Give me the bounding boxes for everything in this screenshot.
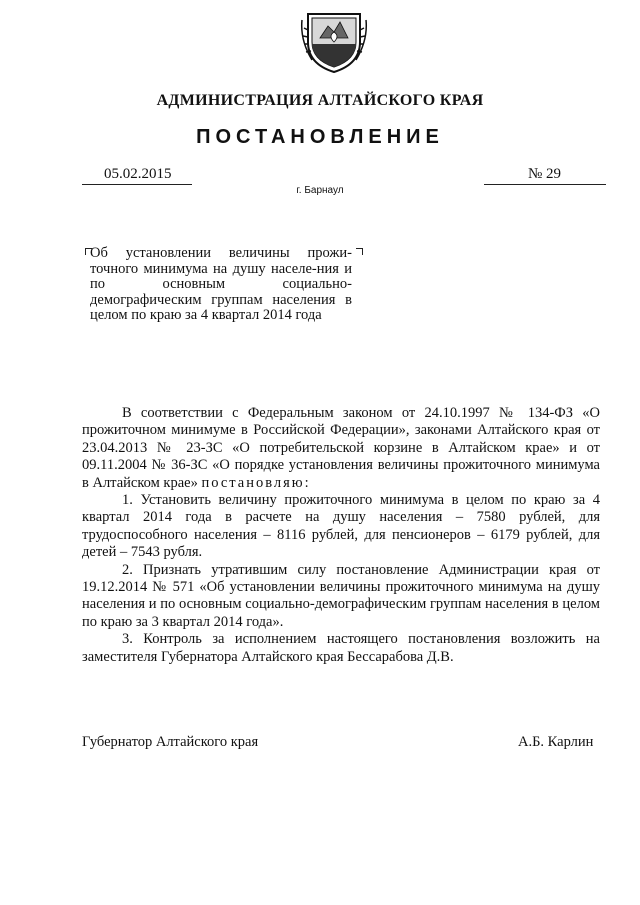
coat-of-arms-emblem <box>300 8 368 76</box>
issue-city: г. Барнаул <box>296 185 344 196</box>
subject-bracket-right <box>356 248 363 255</box>
signer-name: А.Б. Карлин <box>518 734 594 750</box>
resolve-word: постановляю: <box>201 474 311 491</box>
intro-text: В соответствии с Федеральным законом от 24.10.1997 № 134-ФЗ «О прожиточном минимуме в Российской Федерации», законами Алтайского края от 23.04.2013 № 23-ЗС «О потребительской корзине в Алтайском крае» и от 09.11.2004 № 36-ЗС «О порядке установления величины прожиточного минимума в Алтайском крае» <box>82 405 600 491</box>
item-2-paragraph: 2. Признать утратившим силу постановление Администрации края от 19.12.2014 № 571 «Об установлении величины прожиточного минимума на душу населения и по основным социально-демографическим группам населения в целом по краю за 3 квартал 2014 года». <box>82 561 600 630</box>
item-1-paragraph: 1. Установить величину прожиточного минимума в целом по краю за 4 квартал 2014 года в расчете на душу населения – 7580 рублей, для трудоспособного населения – 8116 рублей, для пенсионеров – 6179 рублей, для детей – 7543 рубля. <box>82 492 600 561</box>
organization-title: АДМИНИСТРАЦИЯ АЛТАЙСКОГО КРАЯ <box>156 92 484 109</box>
document-number: № 29 <box>528 166 562 182</box>
document-subject: Об установлении величины прожи-точного минимума на душу населе-ния и по основным социально-демографическим группам населения в целом по краю за 4 квартал 2014 года <box>90 245 352 323</box>
document-body <box>82 405 600 666</box>
document-date: 05.02.2015 <box>104 166 172 182</box>
document-type-title: ПОСТАНОВЛЕНИЕ <box>196 126 444 148</box>
intro-paragraph <box>82 405 600 492</box>
signer-title: Губернатор Алтайского края <box>82 734 259 750</box>
item-3-paragraph: 3. Контроль за исполнением настоящего постановления возложить на заместителя Губернатора Алтайского края Бессарабова Д.В. <box>82 631 600 665</box>
